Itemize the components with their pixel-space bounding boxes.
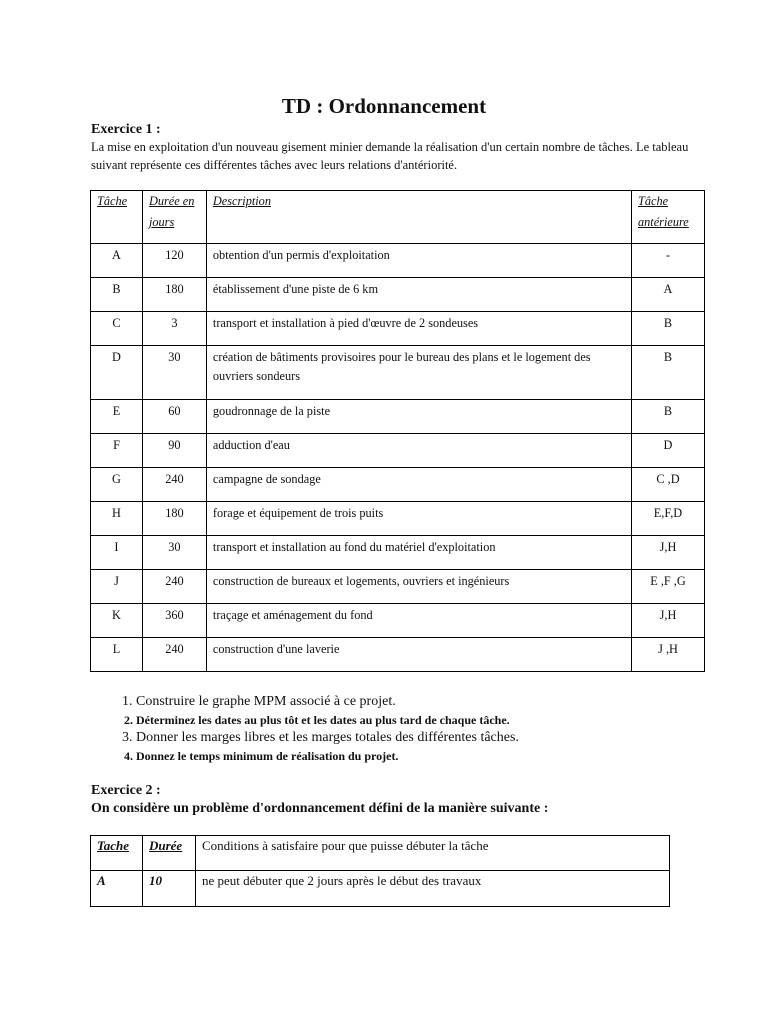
exercise-2-heading: Exercice 2 : — [91, 783, 161, 798]
table-row — [91, 434, 705, 468]
cell-description: traçage et aménagement du fond — [206, 604, 631, 638]
table-row — [91, 570, 705, 604]
cell-duration: 240 — [142, 468, 206, 502]
cell-description: construction de bureaux et logements, ouvriers et ingénieurs — [206, 570, 631, 604]
header-duration: Durée en jours — [142, 191, 206, 244]
cell-task: I — [91, 536, 143, 570]
cell-duration: 360 — [142, 604, 206, 638]
cell-description: goudronnage de la piste — [206, 400, 631, 434]
cell-duration: 3 — [142, 312, 206, 346]
cell-duration: 180 — [142, 502, 206, 536]
cell-duration: 120 — [142, 244, 206, 278]
cell-description: établissement d'une piste de 6 km — [206, 278, 631, 312]
table-row — [91, 871, 670, 907]
cell-task: B — [91, 278, 143, 312]
table-row — [91, 244, 705, 278]
cell-predecessor: J ,H — [632, 638, 705, 672]
header-predecessor: Tâche antérieure — [632, 191, 705, 244]
table-row — [91, 604, 705, 638]
cell-duration: 90 — [142, 434, 206, 468]
task-table-body — [91, 244, 705, 672]
table-row — [91, 536, 705, 570]
conditions-table — [90, 835, 670, 907]
cell-duration: 60 — [142, 400, 206, 434]
cell-conditions: ne peut débuter que 2 jours après le début des travaux — [195, 871, 669, 907]
cell-task: C — [91, 312, 143, 346]
table-row — [91, 502, 705, 536]
cell-duration: 240 — [142, 638, 206, 672]
cell-task: H — [91, 502, 143, 536]
task-table — [90, 190, 705, 672]
cell-description: construction d'une laverie — [206, 638, 631, 672]
cell-duration: 30 — [142, 346, 206, 400]
cell-predecessor: B — [632, 346, 705, 400]
cell-task: A — [91, 244, 143, 278]
cell-predecessor: B — [632, 400, 705, 434]
table-row — [91, 400, 705, 434]
cell-predecessor: D — [632, 434, 705, 468]
header-task: Tâche — [91, 191, 143, 244]
cell-duration: 180 — [142, 278, 206, 312]
question-item: 3. Donner les marges libres et les marges totales des différentes tâches. — [136, 729, 696, 747]
cell-description: transport et installation au fond du matériel d'exploitation — [206, 536, 631, 570]
table-row — [91, 346, 705, 400]
document-title: TD : Ordonnancement — [281, 94, 487, 118]
cell-predecessor: B — [632, 312, 705, 346]
header-description: Description — [206, 191, 631, 244]
table-row — [91, 312, 705, 346]
cell-task: G — [91, 468, 143, 502]
cell-task: E — [91, 400, 143, 434]
header-duration: Durée — [142, 836, 195, 871]
cell-duration: 10 — [142, 871, 195, 907]
header-conditions: Conditions à satisfaire pour que puisse débuter la tâche — [195, 836, 669, 871]
cell-predecessor: A — [632, 278, 705, 312]
cell-task: J — [91, 570, 143, 604]
cell-description: adduction d'eau — [206, 434, 631, 468]
cell-task: K — [91, 604, 143, 638]
cell-description: obtention d'un permis d'exploitation — [206, 244, 631, 278]
question-item: 4. Donnez le temps minimum de réalisation du projet. — [136, 747, 696, 765]
cell-predecessor: E,F,D — [632, 502, 705, 536]
cell-duration: 30 — [142, 536, 206, 570]
cell-task: A — [91, 871, 143, 907]
cell-duration: 240 — [142, 570, 206, 604]
table-row — [91, 638, 705, 672]
exercise-1-intro: La mise en exploitation d'un nouveau gisement minier demande la réalisation d'un certain nombre de tâches. Le tableau suivant représente ces différentes tâches avec leurs relations d'antériorité. — [91, 140, 689, 172]
cell-task: D — [91, 346, 143, 400]
table-row — [91, 278, 705, 312]
cell-description: forage et équipement de trois puits — [206, 502, 631, 536]
cell-task: L — [91, 638, 143, 672]
question-item: 2. Déterminez les dates au plus tôt et les dates au plus tard de chaque tâche. — [136, 711, 696, 729]
task-table-header-row — [91, 191, 705, 244]
table-row — [91, 468, 705, 502]
conditions-table-header-row — [91, 836, 670, 871]
cell-description: transport et installation à pied d'œuvre de 2 sondeuses — [206, 312, 631, 346]
header-task: Tache — [91, 836, 143, 871]
question-item: 1. Construire le graphe MPM associé à ce projet. — [136, 693, 696, 711]
cell-predecessor: E ,F ,G — [632, 570, 705, 604]
cell-predecessor: - — [632, 244, 705, 278]
cell-description: création de bâtiments provisoires pour le bureau des plans et le logement des ouvriers sondeurs — [206, 346, 631, 400]
question-list — [112, 693, 696, 765]
cell-predecessor: J,H — [632, 604, 705, 638]
cell-predecessor: C ,D — [632, 468, 705, 502]
exercise-1-heading: Exercice 1 : — [91, 122, 161, 137]
cell-description: campagne de sondage — [206, 468, 631, 502]
exercise-2-intro: On considère un problème d'ordonnancement défini de la manière suivante : — [91, 801, 549, 816]
cell-predecessor: J,H — [632, 536, 705, 570]
cell-task: F — [91, 434, 143, 468]
